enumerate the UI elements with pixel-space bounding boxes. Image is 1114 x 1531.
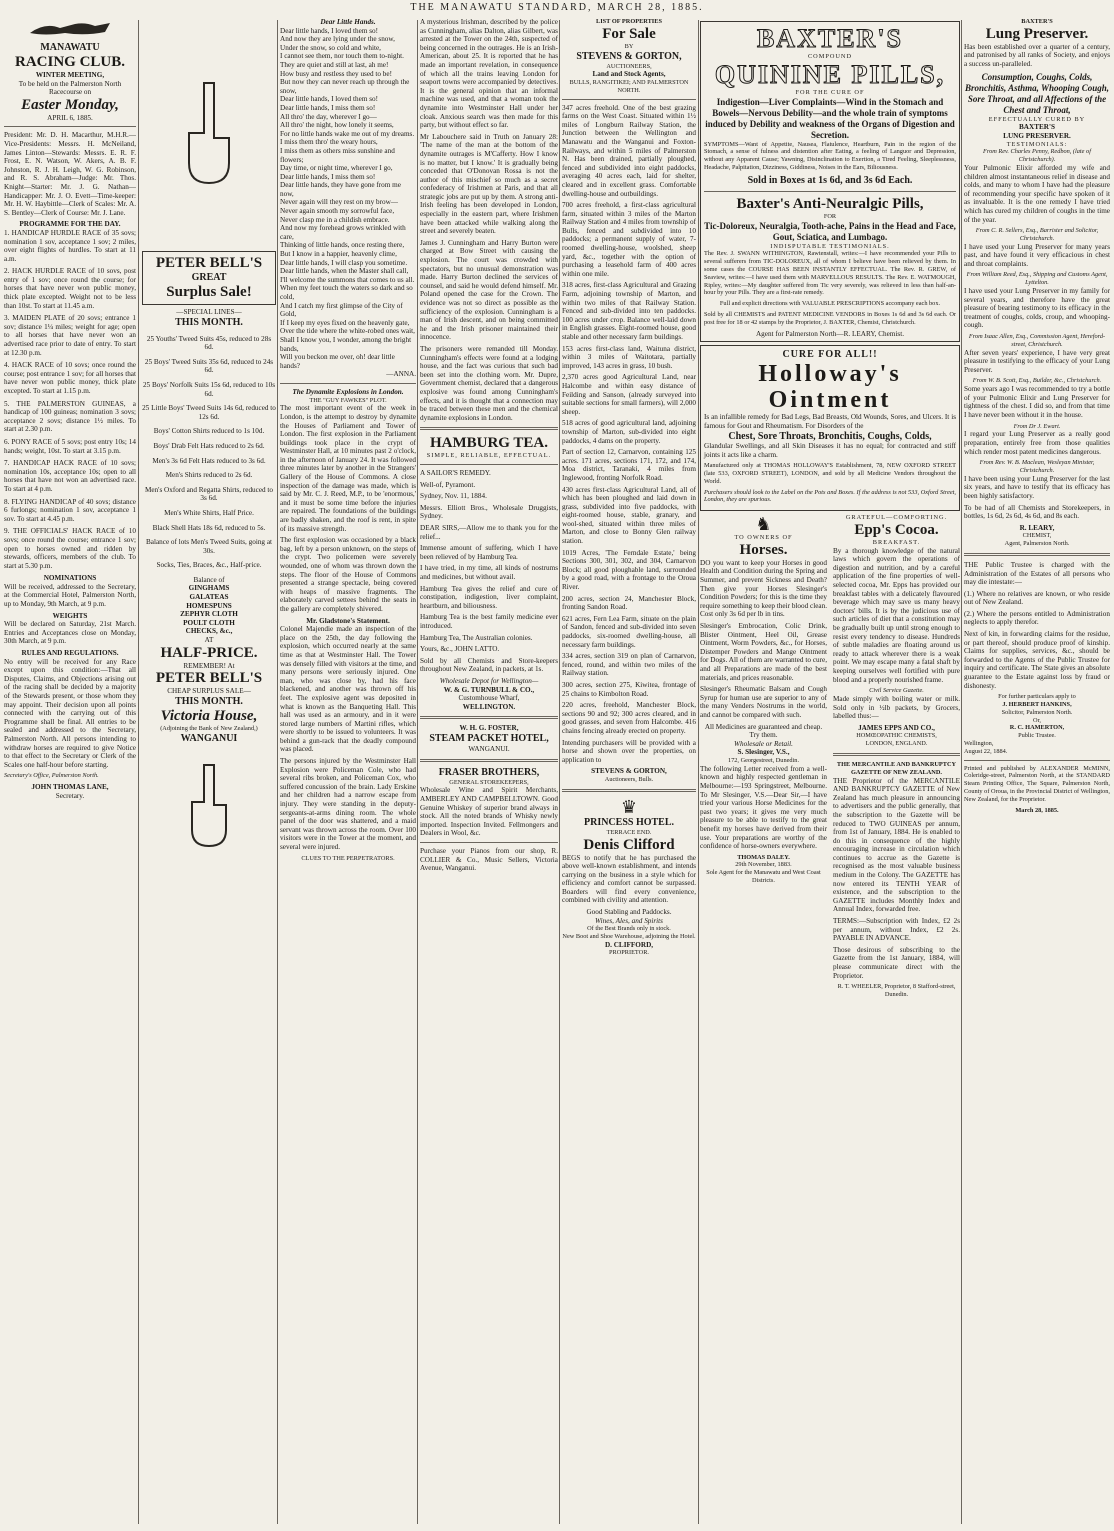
lung-testimonial: Some years ago I was recommended to try a bottle of your Pulmonic Elixir and Lung Preserver for tightness of the chest. I did so, and from that time I have never been without it in the house.	[964, 385, 1110, 419]
collier-text: Purchase your Pianos from our shop, R. COLLIER & Co., Music Sellers, Victoria Avenue, Wanganui.	[420, 846, 558, 873]
dynamite-paragraph: The prisoners were remanded till Monday. Cunningham's effects were found at a lodging house, and the fact was curious that such bad been set into the clothing worn. Mr. Dupre, Government chemist, declared that a dangerous explosive was found among Cunningham's effects, and it is thought that a connection may be traced between these men and the chemical dynamite explosions in London.	[420, 344, 558, 422]
baxter-cure-list: Indigestion—Liver Complaints—Wind in the Stomach and Bowels—Nervous Debility—and the whole train of symptoms induced by Debility and weakness of the Organs of Digestion and Secretion.	[705, 96, 955, 140]
horses-text: Slesinger's Rheumatic Balsam and Cough Syrup for human use are superior to any of the many Venders Nostrums in the world, and cannot be compared with such.	[700, 685, 827, 719]
foster-hotel: STEAM PACKET HOTEL,	[429, 732, 549, 744]
sale-item: Men's Shirts reduced to 2s 6d.	[165, 471, 253, 480]
peter-bell-name-2: PETER BELL'S	[155, 670, 263, 687]
peter-bell-name: PETER BELL'S	[155, 255, 263, 271]
lung-lp: LUNG PRESERVER.	[1003, 131, 1071, 140]
lung-sold: To be had of all Chemists and Storekeepers, in bottles, 1s 6d, 2s 6d, 4s 6d, and 8s each.	[964, 503, 1110, 521]
baxter-compound: COMPOUND	[807, 53, 853, 60]
epps-name: Epp's Cocoa.	[854, 521, 939, 538]
poem-line: When my feet touch the waters so dark and so cold,	[280, 284, 413, 301]
daley-date: 29th November, 1883.	[735, 861, 792, 869]
horses-guaranteed: All Medicines are guaranteed and cheap. Try them.	[704, 722, 823, 740]
baxter-holloway-column	[700, 18, 960, 1524]
poem-line: Never clasp me in a childish embrace.	[280, 215, 390, 224]
poem-line: Dear little hands, I miss them so!	[280, 172, 376, 181]
sale-item: Socks, Ties, Braces, &c., Half-price.	[156, 561, 262, 570]
slesinger-addr: 172, Georgestreet, Dunedin.	[727, 756, 800, 764]
lung-list: Consumption, Coughs, Colds, Bronchitis, Asthma, Whooping Cough, Sore Throat, and all Affections of the Chest and Throat,	[964, 71, 1110, 115]
peter-bell-sale: Surplus Sale!	[166, 284, 252, 300]
horses-title: Horses.	[739, 541, 788, 558]
race-item: 5. THE PALMERSTON GUINEAS, a handicap of 100 guineas; nomination 3 sovs; acceptance 2 sovs; distance 1½ miles. To start at 2.30 p.m.	[4, 399, 136, 434]
pointing-hand-icon	[142, 745, 276, 865]
sale-item: Balance of lots Men's Tweed Suits, going at 30s.	[145, 538, 273, 555]
trustee-item: (1.) Where no relatives are known, or who reside out of New Zealand.	[964, 589, 1110, 607]
lung-testimonial-head: From Rev. Charles Penny, Redbon, (late of Christchurch).	[983, 148, 1091, 164]
poem-body	[280, 27, 416, 371]
holloway-text: Is an infallible remedy for Bad Legs, Bad Breasts, Old Wounds, Sores, and Ulcers. It is famous for Gout and Rheumatism. For Disorders of the	[704, 413, 956, 430]
holloway-glands: Glandular Swellings, and all Skin Diseases it has no equal; for contracted and stiff joints it acts like a charm.	[704, 441, 956, 459]
lung-testimonial: I have been using your Lung Preserver for the last six years, and have to testify that its efficacy has been highly satisfactory.	[964, 474, 1110, 500]
sale-item: 25 Boys' Norfolk Suits 15s 6d, reduced to 10s 6d.	[142, 380, 276, 398]
horses-letter: The following Letter received from a well-known and highly respected gentleman in Melbourne:—193 Springstreet, Melbourne. To Mr Slesinger, V.S.—Dear Sir,—I have tried your various Horse Medicines for the past two years; it gives me very much pleasure to be able to testify to the great benefit my horses have derived from their use. Your preparations are worthy of the confidence of horse-owners everywhere.	[700, 764, 827, 851]
horses-to: TO OWNERS OF	[734, 534, 793, 542]
balance-of: Balance of	[193, 575, 225, 584]
fabric-item: GALATEAS	[189, 593, 229, 602]
horses-text: DO you want to keep your Horses in good Health and Condition during the Spring and Summer, and prevent Sickness and Death? Then give your Horses Slesinger's Condition Powders; for this is the time they require something to keep their blood clean. Cost only 3s 6d per lb in tins.	[700, 558, 827, 619]
sale-item: Men's 3s 6d Felt Hats reduced to 3s 6d.	[152, 456, 266, 465]
hamburg-testimonial: Messrs. Elliott Bros., Wholesale Druggists, Sydney.	[420, 503, 558, 521]
hamburg-testimonial: Yours, &c., JOHN LATTO.	[420, 645, 500, 654]
hamburg-depot: Wholesale Depot for Wellington—	[439, 676, 539, 685]
baxter-testimonials: The Rev. J. SWANN WITHINGTON, Rawtenstall, writes:—I have recommended your Pills to several sufferers from TIC-DOLOREUX, all of whom I believe have been relieved by them. In some cases the COURSE HAS BEEN INSTANTLY EFFECTUAL. The Rev. R. GREW, of Seaview, writes:—I have used them with MARVELLOUS RESULTS. The Rev. E. WATMOUGH, Ripley, writes:—My daughter suffered from Tic very severely, was relieved in less than half-an-hour by your Pills. They are a first-rate remedy.	[704, 250, 956, 297]
hamburg-testimonial: DEAR SIRS,—Allow me to thank you for the relief...	[420, 524, 558, 541]
stevens-sign-2: Auctioneers, Bulls.	[604, 775, 654, 783]
lung-testimonial: I have used your Lung Preserver in my family for several years, and therefore have the great pleasure of bearing testimony to its efficacy in the treatment of coughs, colds, croup, and whooping-cough.	[964, 287, 1110, 330]
princess-stabling: Good Stabling and Paddocks.	[586, 908, 672, 917]
fraser-sub: GENERAL STOREKEEPERS,	[449, 778, 529, 786]
victoria-house: Victoria House,	[160, 707, 258, 724]
poem-line: How busy and restless they used to be!	[280, 69, 392, 78]
list-of-properties: LIST OF PROPERTIES	[596, 18, 662, 25]
lung-testimonial-head: From Isaac Allen, Esq., Commission Agent, Hereford-street, Christchurch.	[968, 333, 1106, 348]
half-price: HALF-PRICE.	[160, 644, 258, 661]
fabric-item: GINGHAMS	[188, 584, 230, 593]
hamburg-wharf: Customhouse Wharf,	[458, 694, 520, 703]
denis-clifford: Denis Clifford	[583, 836, 675, 853]
epps-civil: Civil Service Gazette.	[869, 687, 924, 695]
poem-line: And now my forehead grows wrinkled with care,	[280, 224, 406, 241]
dynamite-paragraph: A mysterious Irishman, described by the police as Cunningham, alias Dalton, alias Gilbert, was arrested at the Tower on the 24th, suspected of being concerned in the outrages. He is an Irish-American, about 25. It is reported that he has made an important revelation, in consequence of which all the trains leaving London for seaport towns were accompanied by detectives. It is the general opinion that an informal machine was used, and that a woman took the dynamite into Westminster Hall under her cloak. Anxious search was then made for this party, but without effect so far.	[420, 18, 558, 130]
quinine-pills: QUININE PILLS,	[714, 59, 946, 89]
poem-attribution: —ANNA.	[386, 370, 416, 379]
property-item: 300 acres, section 275, Kiwitea, frontage of 25 chains to Kimbolton Road.	[562, 680, 696, 698]
hamburg-agents: W. & G. TURNBULL & CO.,	[443, 685, 535, 694]
dynamite-clues: CLUES TO THE PERPETRATORS.	[301, 854, 395, 862]
dynamite-paragraph: Mr Labouchere said in Truth on January 28: 'The name of the man at the bottom of the dynamite outrages is M'Cafferty. How I know is no matter, but I know.' It is gradually being conceded that O'Donovan Rossa is not the author of this mischief so much as a secret confederacy of Irishmen at Paris, and that all strategic jobs are put up by them. A strong anti-Irish feeling has been developed in London, especially in the eastern part, where Irishmen have been attacked while walking along the street and severely beaten.	[420, 132, 558, 236]
race-item: 9. THE OFFICIALS' HACK RACE of 10 sovs; once round the course; entrance 1 sov; open to horses owned and ridden by stewards, officers, members of the club. To start at 5.30 p.m.	[4, 527, 136, 570]
rules-heading: RULES AND REGULATIONS.	[21, 649, 119, 658]
fraser-name: FRASER BROTHERS,	[438, 766, 540, 778]
poem-line: And I catch my first glimpse of the City of Gold,	[280, 301, 403, 319]
by: BY	[624, 42, 634, 50]
poem-line: I cannot see them, nor touch them to-night.	[280, 52, 404, 61]
stevens-gorton-column	[562, 18, 696, 1524]
lung-testimonial-head: From William Reed, Esq., Shipping and Customs Agent, Lyttelton.	[966, 271, 1108, 287]
poem-line: For no little hands wake me out of my dreams.	[280, 129, 415, 138]
poem-line: I miss them as others miss sunshine and flowers;	[280, 146, 395, 164]
land-agents: Land and Stock Agents,	[592, 70, 666, 79]
nominations-text: Will be received, addressed to the Secretary, at the Commercial Hotel, Palmerston North, up to Monday, 9th March, at 9 p.m.	[4, 582, 136, 609]
hamburg-testimonial: Immense amount of suffering, which I have been relieved of by Hamburg Tea.	[420, 544, 558, 561]
baxter-sold-boxes: Sold in Boxes at 1s 6d, and 3s 6d Each.	[747, 174, 913, 186]
auctioneers: AUCTIONEERS,	[606, 62, 652, 70]
daley-sign: THOMAS DALEY.	[737, 853, 790, 861]
property-item: 621 acres, Fern Lea Farm, situate on the plain of Sandon, fenced and sub-divided into seven paddocks, six-roomed dwelling-house, all necessary farm buildings.	[562, 614, 696, 649]
epps-sub: BREAKFAST.	[872, 538, 921, 546]
anti-neuralgic: Baxter's Anti-Neuralgic Pills,	[736, 195, 924, 212]
dynamite-paragraph: The persons injured by the Westminster Hall Explosion were Policeman Cole, who had several ribs broken, and Policeman Cox, who suffered concussion of the brain. Lady Erskine and her children had a narrow escape from injury. They were standing in the deputy-sergeants-at-arms dining room. The whole panel of the door was shattered, and a maid servant was thrown across the room. Over 100 visitors were in the Tower at the moment, and several were injured.	[280, 757, 416, 852]
hamburg-city: WELLINGTON.	[462, 702, 516, 711]
poem-line: Dear little hands, I loved them so!	[280, 95, 379, 104]
poem-line: Will you beckon me over, oh! dear little hands?	[280, 353, 395, 370]
lung-intro: Has been established over a quarter of a century, and patronised by all ranks of Society, and enjoys a success un-paralleled.	[964, 42, 1110, 68]
property-item: Part of section 12, Carnarvon, containing 125 acres. 171 acres, sections 171, 172, and 174, Moa district, Taranaki, 4 miles from Inglewood, fronting Norfolk Road.	[562, 448, 696, 482]
epps-firm: JAMES EPPS AND CO.,	[858, 723, 935, 732]
rules-text: No entry will be received for any Race except upon this condition:—That all Disputes, Claims, and Objections arising out of the racing shall be decided by a majority of the Stewards present, or those whom they may appoint. Their decision upon all points connected with the carrying out of this Programme shall be final. All entries to be sealed and addressed to the Secretary, Palmerston North. All persons intending to withdraw horses are required to give Notice to that effect to the Secretary or Clerk of the Scales one half-hour before starting.	[4, 657, 136, 769]
column-rule	[698, 20, 699, 1524]
horse-ornament-icon	[4, 18, 136, 42]
race-item: 1. HANDICAP HURDLE RACE of 35 sovs; nomination 1 sov, acceptance 1 sov; 2 miles, over eight flights of hurdles. To start at 11 a.m.	[4, 228, 136, 263]
fraser-text: Wholesale Wine and Spirit Merchants, AMBERLEY AND CAMPBELLTOWN. Good Genuine Whiskey of superior brand always in stock. All the noted brands of Whisky newly imported. Inspection Invited. Fellmongers and Dealers in Wool, &c.	[420, 786, 558, 838]
baxter-for: FOR	[823, 212, 837, 220]
poem-line: But I know in a happier, heavenly clime,	[280, 250, 397, 259]
property-item: 430 acres first-class Agricultural Land, all of which has been ploughed and laid down in grass, subdivided into five paddocks, with eight-roomed house, stable, granary, and wool-shed, situated within three miles of Marton, and close to Bonny Glen railway station.	[562, 485, 696, 546]
column-rule	[138, 20, 139, 1524]
trustee-further: For further particulars apply to	[998, 693, 1076, 701]
racing-club-column	[4, 18, 136, 1524]
lung-testimonial-head: From C. R. Sellers, Esq., Barrister and Solicitor, Christchurch.	[975, 227, 1099, 242]
gazette-terms: TERMS:—Subscription with Index, £2 2s per annum, without Index, £2 2s. PAYABLE IN ADVANCE.	[833, 917, 960, 943]
lung-testimonial-head: From Dr J. Ewart.	[1013, 422, 1061, 430]
imprint-date: March 28, 1885.	[1015, 806, 1059, 814]
princess-hotel: PRINCESS HOTEL.	[583, 816, 675, 828]
poem-title: Dear Little Hands.	[320, 18, 376, 26]
baxter-name: BAXTER'S	[756, 24, 904, 53]
gazette-text: THE Proprietor of the MERCANTILE AND BANKRUPTCY GAZETTE of New Zealand has much pleasure in announcing to advertisers and the public generally, that the subscription to the Gazette will be reduced to TWO GUINEAS per annum, from 1st of January, 1884. He is enabled to do this in consequence of the highly encouraging increase in circulation which continues to accrue as the Gazette is recognised as the most valuable business medium in the Colony. The GAZETTE has now entered its TENTH YEAR of existence, and the subscription to the GAZETTE includes Monthly Index and Annual Index, forwarded free.	[833, 776, 960, 914]
race-item: 8. FLYING HANDICAP of 40 sovs; distance 6 furlongs; nomination 1 sov, acceptance 1 sov. To start at 4.45 p.m.	[4, 497, 136, 523]
racing-officers: President: Mr. D. H. Macarthur, M.H.R.—Vice-Presidents: Messrs. H. McNeiland, James Linton—Stewards: Messrs. E. R. F. Frost, E. N. Watson, W. Akers, A. B. F. Johnston, R. J. H. Leigh, W. G. Robinson, and R. S. Abraham—Judge: Mr. Thos. Knight—Starter: Mr. J. G. Nathan—Handicapper: Mr. J. O. Evett—Time-keeper: Mr. H. W. Haybittle—Clerk of Scales: Mr. A. S. Bentley—Clerk of Course: Mr. J. Lane.	[4, 131, 136, 217]
foster-town: WANGANUI.	[468, 744, 510, 753]
holloway-made: Manufactured only at THOMAS HOLLOWAY'S Establishment, 78, NEW OXFORD STREET (late 533, OXFORD STREET), LONDON, and sold by all Medicine Vendors throughout the World.	[704, 462, 956, 485]
property-item: 220 acres, freehold, Manchester Block, sections 90 and 92; 300 acres cleared, and in good grasses, and seven from Halcombe. 416 chains fencing already erected on property.	[562, 701, 696, 735]
trustee-city: Wellington,	[964, 740, 994, 748]
baxter-sold-all: Sold by all CHEMISTS and PATENT MEDICINE VENDORS in Boxes 1s 6d and 3s 6d each. Or post free for 18 or 42 stamps by the Proprietor, J. BAXTER, Chemist, Christchurch.	[704, 310, 956, 326]
adjoining: (Adjoining the Bank of New Zealand,)	[160, 724, 258, 732]
property-item: 1019 Acres, 'The Ferndale Estate,' being Sections 300, 301, 302, and 304, Carnarvon Block; all good ploughable land, surrounded by a good road, with a frontage to the Oroua River.	[562, 548, 696, 592]
trustee-pt: R. C. HAMERTON,	[1009, 724, 1065, 732]
poem-line: Dear little hands, they have gone from me now,	[280, 181, 401, 198]
baxter-full: Full and explicit directions with VALUABLE PRESCRIPTIONS accompany each box.	[719, 300, 941, 308]
intending-text: Intending purchasers will be provided with a horse and shown over the properties, on application to	[562, 738, 696, 764]
epps-text: By a thorough knowledge of the natural laws which govern the operations of digestion and nutrition, and by a careful application of the fine properties of well-selected cocoa, Mr. Epps has provided our breakfast tables with a delicately flavoured beverage which may save us many heavy doctors' bills. It is by the judicious use of such articles of diet that a constitution may be gradually built up until strong enough to resist every tendency to disease. Hundreds of subtle maladies are floating around us ready to attack wherever there is a weak point. We may escape many a fatal shaft by keeping ourselves well fortified with pure blood and a properly nourished frame.	[833, 546, 960, 684]
trustee-agent: J. HERBERT HANKINS,	[1002, 701, 1072, 709]
sale-item: Boys' Drab Felt Hats reduced to 2s 6d.	[153, 441, 265, 450]
property-item: 700 acres freehold, a first-class agricultural farm, situated within 3 miles of the Marton Railway Station and 4 miles from township of Bulls, fenced and subdivided into 10 paddocks; a permanent supply of water, 7-roomed dwelling-house, woolshed, sheep yard, &c., together with the option of purchasing a leasehold farm of 400 acres within one mile.	[562, 201, 696, 278]
fabric-item: CHECKS, &c.,	[185, 627, 233, 636]
hamburg-sold: Sold by all Chemists and Store-keepers throughout New Zealand, in packets, at 1s.	[420, 656, 558, 674]
poem-line: Dear little hands, I miss them so!	[280, 103, 376, 112]
stevens-sign: STEVENS & GORTON,	[591, 767, 667, 776]
poem-line: They are quiet and still at last, ah me!	[280, 60, 389, 69]
horses-section	[700, 514, 827, 999]
poem-line: Thinking of little hands, once resting there,	[280, 241, 405, 250]
princess-sign: D. CLIFFORD,	[604, 940, 654, 949]
sale-item: 25 Boys' Tweed Suits 35s 6d, reduced to 24s 6d.	[144, 357, 274, 375]
poem-line: Never again will they rest on my brow—	[280, 198, 398, 207]
poem-line: Day time, or night time, wherever I go,	[280, 164, 393, 173]
racing-title-2: RACING CLUB.	[14, 54, 125, 70]
baxter-for-cure: FOR THE CURE OF	[795, 88, 865, 96]
nominations-heading: NOMINATIONS	[43, 574, 97, 583]
dynamite-paragraph: The most important event of the week in London, is the attempt to destroy by dynamite the Houses of Parliament and Tower of London. The first explosion in the Parliament buildings took place in the crypt of Westminster Hall, at 10 minutes past 2 o'clock, in the afternoon of January 24. It was followed three minutes later by another in the Strangers' Gallery of the House of Commons. A close inspection of the damage was made, which is said by Mr. C. J. Reed, M.P., to be 'enormous,' and it must be some time before the injuries are repaired. The foundations of the buildings are badly shaken, and the roof is rent, in spite of its massive strength.	[280, 404, 416, 533]
poem-line: And now they are lying under the snow,	[280, 35, 395, 44]
column-rule	[277, 20, 278, 1524]
wanganui: WANGANUI	[180, 732, 238, 744]
secretary-office: Secretary's Office, Palmerston North.	[4, 772, 99, 780]
column-rule	[417, 20, 418, 1524]
lung-testimonial: Your Pulmonic Elixir afforded my wife and children almost instantaneous relief in disease and colds, and many to whom I have had the pleasure of recommending your specific have spoken of it as invaluable. It is the one remedy I have tried which has cured my children of coughs in the time of the year.	[964, 163, 1110, 224]
lung-agent-3: Agent, Palmerston North.	[1004, 540, 1070, 548]
trustee-date: August 22, 1884.	[964, 747, 1008, 755]
property-item: 347 acres freehold. One of the best grazing farms on the West Coast. Situated within 1½ miles of Longburn Railway Station, the Junction between the Wellington and Manawatu and the Wanganui and Foxton-Railways, and within 5 miles of Palmerston N. Has been drained, partially ploughed, fenced and subdivided into eight paddocks, averaging 40 acres each, laid for shelter, cleared and in excellent grass. Comfortable dwelling-house and outbuildings.	[562, 103, 696, 198]
race-item: 3. MAIDEN PLATE of 20 sovs; entrance 1 sov; distance 1¼ miles; weight for age; open to all horses that have never won an advertised race prior to date of entry. To start at 12.30 p.m.	[4, 314, 136, 357]
epps-section	[833, 514, 960, 999]
property-item: 318 acres, first-class Agricultural and Grazing Farm, adjoining township of Marton, and within two miles of that Railway Station. Fenced and sub-divided into ten paddocks. 100 acres under crop. Balance well-laid down in English grasses. Eight-roomed house, good stable and other necessary farm buildings.	[562, 281, 696, 342]
hamburg-testimonial: Hamburg Tea is the best family medicine ever introduced.	[420, 613, 558, 631]
dynamite-paragraph: James J. Cunningham and Harry Burton were charged at Bow Street with causing the explosion. The court was crowded with spectators, but no unusual demonstration was made. Harry Burton declined the services of counsel, and said he would defend himself. Mr. Poland opened the case for the Crown. The evidence was not so direct as possible as the sufficiency of the explosion. Cunningham is a man of Irish descent, and on being committed he and the Irish prisoner maintained their innocence.	[420, 238, 558, 342]
hamburg-testimonial: Hamburg Tea, The Australian colonies.	[420, 633, 533, 642]
race-item: 2. HACK HURDLE RACE of 10 sovs, post entry of 1 sov; once round the course; for horses that have never won public money, thick plate excepted. Weight not to be less than 10st. To start at 11.45 a.m.	[4, 267, 136, 310]
gazette-title: THE MERCANTILE AND BANKRUPTCY GAZETTE OF NEW ZEALAND.	[836, 760, 957, 776]
dynamite-paragraph: Colonel Majendie made an inspection of the place on the 25th, the day following the explosion, which occurred nearly at the same time as that at Westminster Hall. The Tower was densely filled with visitors at the time, and many persons were seriously injured. One man, who was close by, had his face blackened, and another was thrown off his feet. The explosive agent was deposited in what is known as the Banqueting Hall. This hall was used as an armoury, and in it were stored large numbers of Martini rifles, which were shortly to be issued to volunteers. It was behind a gun-rack that the deadly compound was placed.	[280, 625, 416, 754]
hamburg-subtitle: SIMPLE, RELIABLE, EFFECTUAL.	[426, 452, 552, 460]
princess-text: BEGS to notify that he has purchased the above well-known establishment, and intends carrying on the business in a style which for efficiency and comfort cannot be surpassed. Boarders will find every convenience, combined with civility and attention.	[562, 853, 696, 905]
lung-testimonial: After seven years' experience, I have very great pleasure in testifying to the efficacy of your Lung Preserver.	[964, 348, 1110, 374]
baxter-symptoms: SYMPTOMS—Want of Appetite, Nausea, Flatulence, Heartburn, Pain in the region of the Stomach, a sense of fulness and distention after Eating, a feeling of Languor and Depression, without any Apparent Cause; Yawning, Disinclination to Exertion, a Tired Feeling, Sleeplessness, Headache, Palpitation, Dizziness, Giddiness, Noises in the Ears, Biliousness.	[704, 140, 956, 171]
racing-meeting: WINTER MEETING,	[35, 71, 105, 79]
property-item: 518 acres of good agricultural land, adjoining township of Marton, sub-divided into eight paddocks, 4 dams on the property.	[562, 419, 696, 445]
horses-text: Slesinger's Embrocation, Colic Drink, Blister Ointment, Heel Oil, Grease Ointment, Worm Powders, &c., for Horses, Distemper Powders and Mange Ointment for Dogs. All of them are warranted to cure, and all Preparations are made of the best materials, and prices reasonable.	[700, 622, 827, 682]
this-month-2: THIS MONTH.	[175, 695, 243, 707]
poem-line: Never again smooth my sorrowful face,	[280, 207, 395, 216]
poem-line: All thro' the day, wherever I go—	[280, 112, 377, 121]
poem-line: Dear little hands, when the Master shall call,	[280, 267, 409, 276]
dynamite-subhead: Mr. Gladstone's Statement.	[306, 616, 390, 625]
cheap-sale: CHEAP SURPLUS SALE—	[167, 687, 251, 696]
poem-line: I miss them thro' the weary hours,	[280, 138, 378, 147]
peter-bell-great: GREAT	[191, 272, 227, 283]
weights-heading: WEIGHTS	[52, 611, 88, 620]
at: AT	[204, 636, 214, 645]
weights-text: Will be declared on Saturday, 21st March. Entries and Acceptances close on Monday, 30th March, at 9 p.m.	[4, 620, 136, 646]
news-hamburg-column	[420, 18, 558, 1524]
princess-brands: Of the Best Brands only in stock.	[587, 925, 671, 933]
slesinger-name: S. Slesinger, V.S.,	[737, 748, 790, 757]
trustee-pt-2: Public Trustee.	[1018, 732, 1056, 740]
epps-city: LONDON, ENGLAND.	[865, 740, 928, 748]
princess-prop: PROPRIETOR.	[609, 949, 649, 957]
race-item: 7. HANDICAP HACK RACE of 10 sovs; nomination 10s, acceptance 10s; open to all horses that have not won an advertised race. To start at 4 p.m.	[4, 459, 136, 493]
sale-item: 25 Little Boys' Tweed Suits 14s 6d, reduced to 12s 6d.	[142, 404, 276, 421]
lung-name-2: BAXTER'S	[1019, 123, 1055, 132]
secretary-title: Secretary.	[55, 791, 85, 800]
indisputable: INDISPUTABLE TESTIMONIALS.	[770, 242, 890, 250]
poem-line: I'll welcome the summons that comes to us all.	[280, 275, 415, 284]
anti-list: Tic-Doloreux, Neuralgia, Tooth-ache, Pains in the Head and Face, Gout, Sciatica, and Lumbago.	[704, 220, 956, 242]
lung-testimonial: I regard your Lung Preserver as a really good preparation, entirely free from those qualities which render most patent medicines dangerous.	[964, 430, 1110, 456]
dynamite-subtitle: THE "GUY FAWKES" PLOT.	[309, 396, 387, 404]
column-rule	[559, 20, 560, 1524]
epps-homeo: HOMŒOPATHIC CHEMISTS,	[856, 732, 937, 740]
race-item: 4. HACK RACE of 10 sovs; once round the course; post entrance 1 sov; for all horses that have never won public money, thick plate excepted. To start at 1.15 p.m.	[4, 361, 136, 395]
lung-agent: R. LEARY,	[1019, 523, 1055, 532]
poem-line: Under the snow, so cold and white,	[280, 43, 381, 52]
sale-item: Boys' Cotton Shirts reduced to 1s 10d.	[153, 427, 265, 436]
racing-date: APRIL 6, 1885.	[47, 113, 93, 122]
fabric-item: HOMESPUNS	[186, 601, 232, 610]
this-month: THIS MONTH.	[175, 316, 243, 328]
holloway-chest: Chest, Sore Throats, Bronchitis, Coughs, Colds,	[728, 431, 932, 443]
racing-title-1: MANAWATU	[40, 42, 100, 53]
trustee-or: Or,	[1033, 716, 1041, 724]
stevens-firm: STEVENS & GORTON,	[576, 50, 682, 62]
sale-item: Men's White Shirts, Half Price.	[164, 508, 254, 517]
dynamite-paragraph: The first explosion was occasioned by a black bag, left by a person unknown, on the steps of the crypt. Two policemen were severely wounded, one of whom was thrown down the steps. The floor of the House of Commons presented a strange spectacle, being covered with heaps of massive fragments. The elaborately carved settees behind the seats in the gallery are completely shivered.	[280, 536, 416, 613]
peter-bell-column	[142, 18, 276, 1524]
poem-line: Shall I know you, I wonder, among the bright bands,	[280, 335, 412, 353]
hamburg-testimonial: Sydney, Nov. 11, 1884.	[420, 492, 487, 501]
imprint: Printed and published by ALEXANDER McMINN, Coleridge-street, Palmerston North, at the STANDARD Steam Printing Office, The Square, Palmerston North, County of Oroua, in the Provincial District of Wellington, New Zealand, for the Proprietor.	[964, 764, 1110, 803]
lung-effect: EFFECTUALLY CURED BY	[988, 115, 1086, 123]
lung-agent-2: CHEMIST,	[1022, 532, 1052, 540]
hamburg-testimonial: Hamburg Tea gives the relief and cure of constipation, indigestion, liver complaint, heartburn, and biliousness.	[420, 584, 558, 610]
baxter-agent: Agent for Palmerston North—R. LEARY, Chemist.	[755, 329, 904, 338]
property-item: 2,370 acres good Agricultural Land, near Halcombe and within easy distance of Feilding and Sanson, (already surveyed into suitable sections for small farmers), will 2,000 sheep.	[562, 373, 696, 416]
special-lines: —SPECIAL LINES—	[176, 308, 242, 316]
secretary-name: JOHN THOMAS LANE,	[31, 783, 109, 792]
hamburg-testimonial: Well-of, Pyramont.	[420, 480, 476, 489]
sole-agent: Sole Agent for the Manawatu and West Coast Districts.	[706, 869, 821, 885]
poem-line: Over the tide where the white-robed ones wait,	[280, 327, 415, 336]
princess-wines: Wines, Ales, and Spirits	[595, 916, 663, 925]
lung-name: BAXTER'S	[1021, 18, 1053, 25]
princess-street: TERRACE END.	[606, 828, 652, 836]
horse-icon: ♞	[755, 514, 772, 535]
masthead: THE MANAWATU STANDARD, MARCH 28, 1885.	[410, 2, 704, 13]
property-item: 200 acres, section 24, Manchester Block, fronting Sandon Road.	[562, 594, 696, 612]
princess-next: New Boot and Shoe Warehouse, adjoining the Hotel.	[562, 933, 696, 941]
fabric-item: POULT CLOTH	[183, 618, 235, 627]
trustee-text-2: Next of kin, in forwarding claims for the residue, or part thereof, should produce proof of kinship. Claims for supplies, services, &c., should be forwarded to the Agents of the Public Trustee for inquiry and certificate. The State gives an absolute guarantee to the Estate against loss by fraud or dishonesty.	[964, 630, 1110, 690]
racing-held: To be held on the Palmerston North Racecourse on	[18, 79, 122, 97]
horses-wholesale: Wholesale or Retail.	[734, 739, 793, 748]
lung-testimonial: I have used your Lung Preserver for many years past, and have found it very efficacious in chest and throat complaints.	[964, 242, 1110, 268]
hamburg-testimonial: I have tried, in my time, all kinds of nostrums and medicines, but without avail.	[420, 564, 558, 582]
towns: BULLS, RANGITIKEI; AND PALMERSTON NORTH.	[569, 78, 689, 94]
property-item: 153 acres first-class land, Waituna district, within 3 miles of Waitotara, partially improved, 143 acres in grass, 10 bush.	[562, 344, 696, 370]
for-sale: For Sale	[602, 25, 656, 42]
racing-day: Easter Monday,	[21, 96, 119, 113]
column-rule	[961, 20, 962, 1524]
epps-made: Made simply with boiling water or milk. Sold only in ½lb packets, by Grocers, labelled thus:—	[833, 694, 960, 721]
sale-item: Men's Oxford and Regatta Shirts, reduced to 3s 6d.	[144, 485, 274, 503]
crown-ornament-icon: ♛	[620, 796, 638, 817]
cure-for-all: CURE FOR ALL!!	[782, 349, 878, 361]
lung-title: Lung Preserver.	[985, 25, 1089, 42]
property-item: 334 acres, section 319 on plan of Carnarvon, fenced, round, and within two miles of the Railway station.	[562, 652, 696, 678]
sale-item: 25 Youths' Tweed Suits 45s, reduced to 28s 6d.	[146, 334, 272, 352]
poem-line: Dear little hands, I will clasp you sometime.	[280, 258, 408, 267]
poem-line: Dear little hands, I loved them so!	[280, 26, 379, 35]
trustee-item: (2.) Where the persons entitled to Administration neglects to apply therefor.	[964, 609, 1110, 627]
lung-testimonial-head: From Rev. W. B. Maclean, Wesleyan Minister, Christchurch.	[979, 459, 1095, 474]
dynamite-title: The Dynamite Explosions in London.	[292, 387, 404, 396]
foster-name: W. H. G. FOSTER,	[459, 724, 519, 733]
fabric-item: ZEPHYR CLOTH	[180, 610, 238, 619]
gazette-apply: Those desirous of subscribing to the Gazette from the 1st January, 1884, will please communicate direct with the Proprietor.	[833, 945, 960, 980]
trustee-agent-2: Solicitor, Palmerston North.	[1001, 708, 1073, 716]
hamburg-testimonial: A SAILOR'S REMEDY.	[420, 469, 491, 478]
remember: REMEMBER! At	[183, 661, 235, 670]
pointing-hand-icon	[142, 18, 276, 248]
poem-line: But now they can never reach up through the snow,	[280, 78, 410, 95]
sale-item: Black Shell Hats 18s 6d, reduced to 5s.	[152, 523, 266, 532]
programme-heading: PROGRAMME FOR THE DAY.	[19, 220, 121, 229]
trustee-text: THE Public Trustee is charged with the Administration of the Estates of all persons who may die intestate:—	[964, 560, 1110, 587]
lung-preserver-column	[964, 18, 1110, 1524]
gazette-sign: R. T. WHEELER, Proprietor, 8 Stafford-street, Dunedin.	[837, 983, 956, 998]
poem-line: All thro' the night, how lonely it seems,	[280, 121, 394, 130]
poem-line: If I keep my eyes fixed on the heavenly gate,	[280, 318, 410, 327]
holloway-name: Holloway's Ointment	[758, 361, 902, 414]
epps-head: GRATEFUL—COMFORTING.	[845, 514, 948, 522]
poem-dynamite-column	[280, 18, 416, 1524]
holloway-warn: Purchasers should look to the Label on the Pots and Boxes. If the address is not 533, Oxford Street, London, they are spurious.	[704, 488, 956, 504]
lung-testimonial-head: From W. B. Scott, Esq., Builder, &c., Christchurch.	[972, 377, 1102, 385]
lung-test-head: TESTIMONIALS:	[1006, 140, 1068, 148]
hamburg-title: HAMBURG TEA.	[429, 435, 549, 452]
race-item: 6. PONY RACE of 5 sovs; post entry 10s; 14 hands; weight, 10st. To start at 3.15 p.m.	[4, 437, 136, 455]
